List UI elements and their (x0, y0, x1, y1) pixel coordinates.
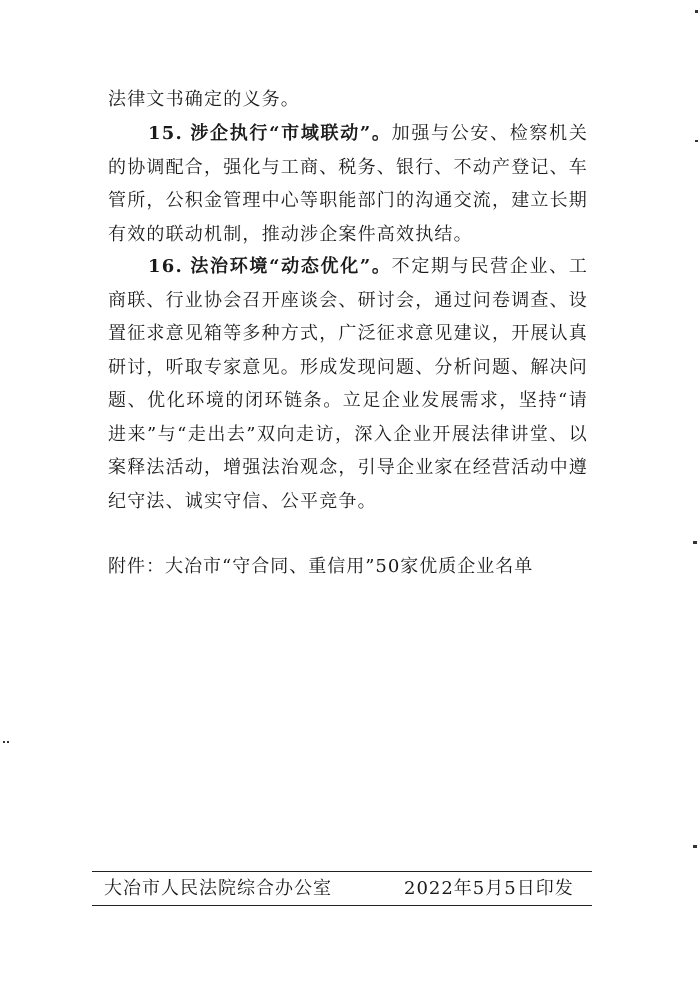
attachment-line: 附件：大冶市“守合同、重信用”50家优质企业名单 (108, 556, 534, 577)
scan-speck (693, 845, 697, 848)
scan-speck (693, 541, 697, 544)
footer-date: 2022年5月5日印发 (404, 878, 574, 899)
item-16-body: 不定期与民营企业、工商联、行业协会召开座谈会、研讨会，通过问卷调查、设置征求意见箱等多种方式，广泛征求意见建议，开展认真研讨，听取专家意见。形成发现问题、分析问题、解决问题、优化环境的闭环链条。立足企业发展需求，坚持“请进来”与“走出去”双向走访，深入企业开展法律讲堂、以案释法活动，增强法治观念，引导企业家在经营活动中遵纪守法、诚实守信、公平竞争。 (108, 256, 589, 512)
continuation-text: 法律文书确定的义务。 (108, 89, 300, 110)
item-15-body: 加强与公安、检察机关的协调配合，强化与工商、税务、银行、不动产登记、车管所，公积金管理中心等职能部门的沟通交流，建立长期有效的联动机制，推动涉企案件高效执结。 (108, 123, 589, 245)
item-15-number: 15. (148, 123, 183, 144)
scan-speck (3, 741, 5, 743)
item-16-heading: 法治环境“动态优化”。 (190, 256, 392, 277)
scan-speck (695, 10, 698, 13)
footer-top-rule (92, 871, 592, 872)
scan-speck (695, 140, 698, 142)
item-15-heading: 涉企执行“市域联动”。 (190, 123, 392, 144)
item-15-paragraph (108, 117, 588, 251)
footer-issuer: 大冶市人民法院综合办公室 (104, 878, 332, 899)
footer-bottom-rule (92, 905, 592, 906)
item-16-paragraph (108, 250, 588, 518)
continuation-paragraph (108, 83, 588, 117)
item-16-number: 16. (148, 256, 183, 277)
scan-speck (7, 741, 9, 743)
